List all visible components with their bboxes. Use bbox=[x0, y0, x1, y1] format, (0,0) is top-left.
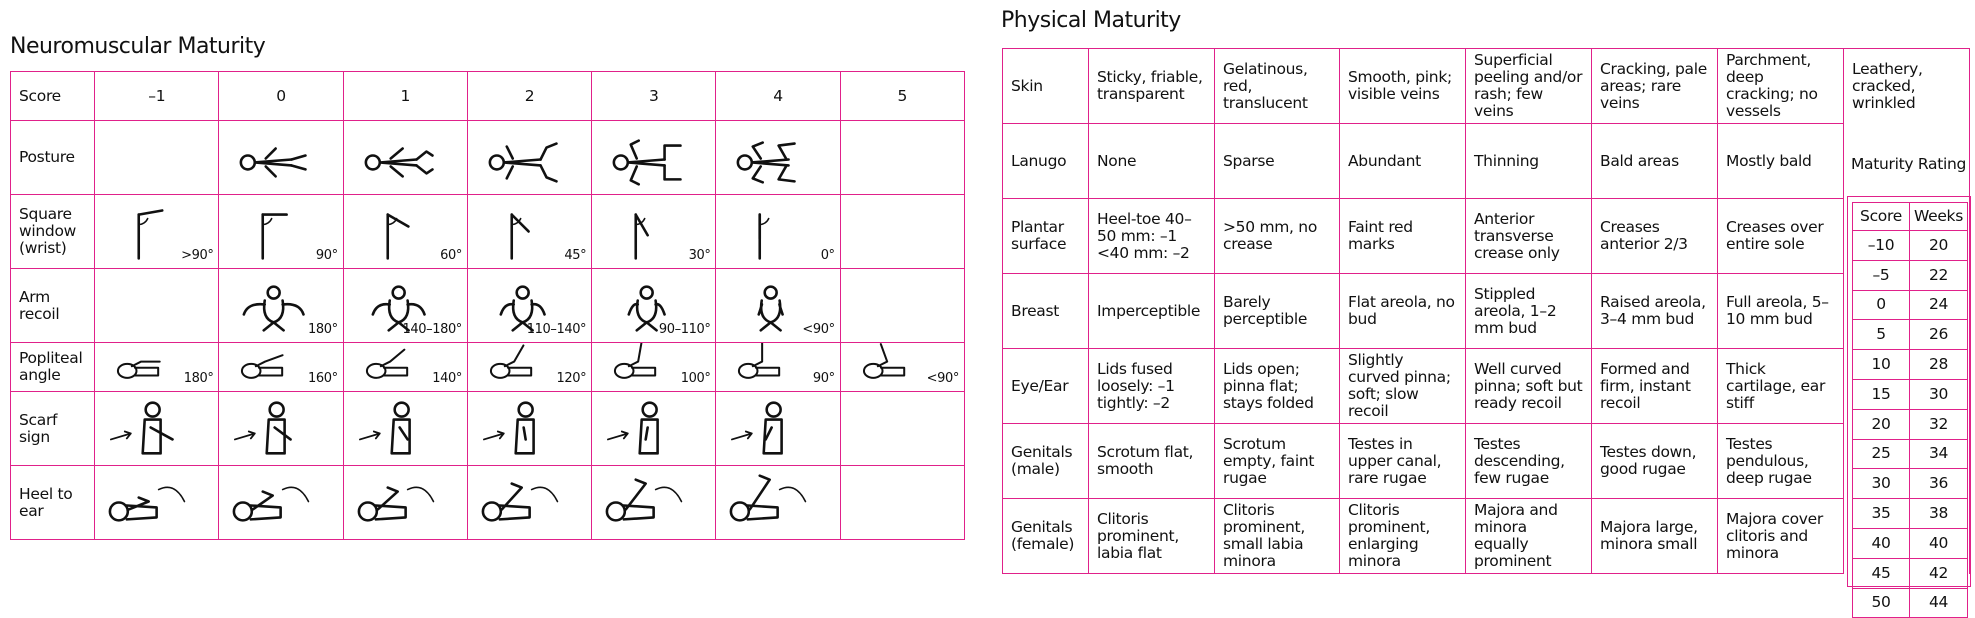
score-3: 1 bbox=[343, 72, 467, 121]
physical-cell: Full areola, 5–10 mm bud bbox=[1718, 274, 1844, 349]
rating-weeks: 36 bbox=[1910, 469, 1968, 499]
physical-cell: Majora large, minora small bbox=[1592, 499, 1718, 574]
physical-row bbox=[1003, 499, 1970, 574]
rating-weeks-header: Weeks bbox=[1910, 203, 1968, 231]
scarf-figure bbox=[716, 392, 839, 465]
figure-cell bbox=[592, 269, 716, 343]
figure-cell bbox=[467, 121, 591, 195]
figure-cell bbox=[840, 195, 964, 269]
maturity-rating-row bbox=[1853, 499, 1968, 529]
posture-figure bbox=[219, 121, 342, 194]
figure-cell bbox=[840, 269, 964, 343]
physical-cell: Majora cover clitoris and minora bbox=[1718, 499, 1844, 574]
maturity-rating-row bbox=[1853, 260, 1968, 290]
figure-cell bbox=[219, 269, 343, 343]
rating-weeks: 20 bbox=[1910, 231, 1968, 261]
physical-cell: Majora and minora equally prominent bbox=[1466, 499, 1592, 574]
angle-label: 110–140° bbox=[526, 322, 587, 337]
physical-cell: Lids fused loosely: –1 tightly: –2 bbox=[1089, 349, 1215, 424]
rating-weeks: 34 bbox=[1910, 439, 1968, 469]
physical-cell: Scrotum flat, smooth bbox=[1089, 424, 1215, 499]
score-4: 2 bbox=[467, 72, 591, 121]
rating-score: 35 bbox=[1853, 499, 1910, 529]
physical-criterion-label: Breast bbox=[1003, 274, 1089, 349]
rating-weeks: 42 bbox=[1910, 558, 1968, 588]
maturity-rating-row bbox=[1853, 350, 1968, 380]
angle-label: <90° bbox=[926, 371, 959, 386]
figure-cell bbox=[95, 121, 219, 195]
neuromuscular-row-window bbox=[11, 195, 965, 269]
rating-weeks: 40 bbox=[1910, 528, 1968, 558]
rating-weeks: 32 bbox=[1910, 409, 1968, 439]
rating-weeks: 28 bbox=[1910, 350, 1968, 380]
figure-cell bbox=[219, 343, 343, 392]
angle-label: 140–180° bbox=[402, 322, 462, 337]
figure-cell bbox=[716, 269, 840, 343]
physical-cell: Well curved pinna; soft but ready recoil bbox=[1466, 349, 1592, 424]
figure-cell bbox=[592, 466, 716, 540]
maturity-rating-row bbox=[1853, 469, 1968, 499]
figure-cell bbox=[343, 343, 467, 392]
physical-cell: Abundant bbox=[1340, 124, 1466, 199]
physical-cell: Thick cartilage, ear stiff bbox=[1718, 349, 1844, 424]
neuromuscular-row-posture bbox=[11, 121, 965, 195]
neuromuscular-title: Neuromuscular Maturity bbox=[10, 34, 266, 59]
rating-score: 25 bbox=[1853, 439, 1910, 469]
score-header: Score bbox=[11, 72, 95, 121]
physical-cell: Faint red marks bbox=[1340, 199, 1466, 274]
physical-cell: Flat areola, no bud bbox=[1340, 274, 1466, 349]
physical-cell: Bald areas bbox=[1592, 124, 1718, 199]
maturity-rating-row bbox=[1853, 439, 1968, 469]
physical-cell: Cracking, pale areas; rare veins bbox=[1592, 49, 1718, 124]
criterion-label: Heel to ear bbox=[11, 466, 95, 540]
angle-label: 45° bbox=[564, 248, 587, 263]
criterion-label: Square window (wrist) bbox=[11, 195, 95, 269]
physical-cell: Thinning bbox=[1466, 124, 1592, 199]
physical-cell: Mostly bald bbox=[1718, 124, 1844, 199]
score-7: 5 bbox=[840, 72, 964, 121]
physical-cell: Smooth, pink; visible veins bbox=[1340, 49, 1466, 124]
criterion-label: Popliteal angle bbox=[11, 343, 95, 392]
figure-cell bbox=[219, 195, 343, 269]
physical-cell: Sticky, friable, transparent bbox=[1089, 49, 1215, 124]
scarf-figure bbox=[468, 392, 591, 465]
rating-weeks: 24 bbox=[1910, 290, 1968, 320]
angle-label: 60° bbox=[440, 248, 462, 263]
rating-weeks: 26 bbox=[1910, 320, 1968, 350]
figure-cell bbox=[716, 392, 840, 466]
figure-cell bbox=[592, 195, 716, 269]
figure-cell bbox=[592, 121, 716, 195]
physical-cell: Barely perceptible bbox=[1215, 274, 1340, 349]
angle-label: >90° bbox=[181, 248, 214, 263]
figure-cell bbox=[343, 195, 467, 269]
figure-cell bbox=[343, 121, 467, 195]
maturity-rating-row bbox=[1853, 528, 1968, 558]
rating-score: 5 bbox=[1853, 320, 1910, 350]
figure-cell bbox=[95, 392, 219, 466]
figure-cell bbox=[840, 392, 964, 466]
maturity-rating-row bbox=[1853, 290, 1968, 320]
maturity-rating-title: Maturity Rating bbox=[1850, 155, 1967, 173]
rating-weeks: 38 bbox=[1910, 499, 1968, 529]
physical-cell: Parchment, deep cracking; no vessels bbox=[1718, 49, 1844, 124]
figure-cell bbox=[95, 343, 219, 392]
rating-score: 10 bbox=[1853, 350, 1910, 380]
physical-cell: Clitoris prominent, enlarging minora bbox=[1340, 499, 1466, 574]
score-2: 0 bbox=[219, 72, 343, 121]
physical-cell: Testes descending, few rugae bbox=[1466, 424, 1592, 499]
angle-label: 0° bbox=[820, 248, 835, 263]
posture-figure bbox=[716, 121, 839, 194]
figure-cell bbox=[716, 121, 840, 195]
physical-cell: Anterior transverse crease only bbox=[1466, 199, 1592, 274]
angle-label: 160° bbox=[307, 371, 338, 386]
figure-cell bbox=[467, 343, 591, 392]
physical-criterion-label: Genitals (female) bbox=[1003, 499, 1089, 574]
rating-score: –5 bbox=[1853, 260, 1910, 290]
figure-cell bbox=[95, 269, 219, 343]
figure-cell bbox=[343, 269, 467, 343]
figure-cell bbox=[467, 392, 591, 466]
physical-cell: Clitoris prominent, small labia minora bbox=[1215, 499, 1340, 574]
physical-row bbox=[1003, 124, 1970, 199]
heel-figure bbox=[219, 466, 342, 539]
figure-cell bbox=[343, 392, 467, 466]
scarf-figure bbox=[592, 392, 715, 465]
figure-cell bbox=[840, 466, 964, 540]
physical-cell: Creases anterior 2/3 bbox=[1592, 199, 1718, 274]
physical-cell: Scrotum empty, faint rugae bbox=[1215, 424, 1340, 499]
physical-cell: Gelatinous, red, translucent bbox=[1215, 49, 1340, 124]
rating-weeks: 30 bbox=[1910, 379, 1968, 409]
figure-cell bbox=[467, 195, 591, 269]
heel-figure bbox=[95, 466, 218, 539]
physical-criterion-label: Lanugo bbox=[1003, 124, 1089, 199]
angle-label: <90° bbox=[802, 322, 835, 337]
figure-cell bbox=[343, 466, 467, 540]
physical-cell: Imperceptible bbox=[1089, 274, 1215, 349]
maturity-rating-row bbox=[1853, 379, 1968, 409]
maturity-rating-row bbox=[1853, 320, 1968, 350]
rating-score: 50 bbox=[1853, 588, 1910, 618]
maturity-rating-header-row bbox=[1853, 203, 1968, 231]
physical-criterion-label: Plantar surface bbox=[1003, 199, 1089, 274]
scarf-figure bbox=[344, 392, 467, 465]
posture-figure bbox=[592, 121, 715, 194]
figure-cell bbox=[716, 195, 840, 269]
criterion-label: Arm recoil bbox=[11, 269, 95, 343]
maturity-rating-table bbox=[1852, 202, 1968, 618]
figure-cell bbox=[592, 343, 716, 392]
angle-label: 100° bbox=[680, 371, 711, 386]
physical-row bbox=[1003, 349, 1970, 424]
score-6: 4 bbox=[716, 72, 840, 121]
angle-label: 180° bbox=[307, 322, 338, 337]
posture-figure bbox=[468, 121, 591, 194]
rating-score: 15 bbox=[1853, 379, 1910, 409]
physical-row bbox=[1003, 49, 1970, 124]
neuromuscular-row-popliteal bbox=[11, 343, 965, 392]
rating-score: 30 bbox=[1853, 469, 1910, 499]
physical-cell: Formed and firm, instant recoil bbox=[1592, 349, 1718, 424]
physical-cell: >50 mm, no crease bbox=[1215, 199, 1340, 274]
rating-score-header: Score bbox=[1853, 203, 1910, 231]
physical-row bbox=[1003, 424, 1970, 499]
angle-label: 30° bbox=[688, 248, 711, 263]
maturity-rating-row bbox=[1853, 588, 1968, 618]
angle-label: 180° bbox=[183, 371, 214, 386]
physical-criterion-label: Skin bbox=[1003, 49, 1089, 124]
rating-score: 0 bbox=[1853, 290, 1910, 320]
rating-score: –10 bbox=[1853, 231, 1910, 261]
physical-cell: Creases over entire sole bbox=[1718, 199, 1844, 274]
figure-cell bbox=[95, 466, 219, 540]
figure-cell bbox=[840, 121, 964, 195]
neuromuscular-row-heel bbox=[11, 466, 965, 540]
rating-weeks: 44 bbox=[1910, 588, 1968, 618]
neuromuscular-table bbox=[10, 71, 965, 540]
physical-cell: Superficial peeling and/or rash; few veins bbox=[1466, 49, 1592, 124]
physical-cell: Leathery, cracked, wrinkled bbox=[1844, 49, 1970, 124]
physical-criterion-label: Eye/Ear bbox=[1003, 349, 1089, 424]
physical-table bbox=[1002, 48, 1970, 574]
physical-cell: Sparse bbox=[1215, 124, 1340, 199]
heel-figure bbox=[468, 466, 591, 539]
figure-cell bbox=[95, 195, 219, 269]
physical-cell: Slightly curved pinna; soft; slow recoil bbox=[1340, 349, 1466, 424]
angle-label: 140° bbox=[432, 371, 462, 386]
posture-figure bbox=[344, 121, 467, 194]
scarf-figure bbox=[219, 392, 342, 465]
physical-cell: Raised areola, 3–4 mm bud bbox=[1592, 274, 1718, 349]
figure-cell bbox=[840, 343, 964, 392]
figure-cell bbox=[716, 466, 840, 540]
heel-figure bbox=[716, 466, 839, 539]
physical-row bbox=[1003, 199, 1970, 274]
figure-cell bbox=[716, 343, 840, 392]
physical-cell: Testes pendulous, deep rugae bbox=[1718, 424, 1844, 499]
neuromuscular-row-scarf bbox=[11, 392, 965, 466]
maturity-rating-row bbox=[1853, 409, 1968, 439]
figure-cell bbox=[219, 121, 343, 195]
score-5: 3 bbox=[592, 72, 716, 121]
angle-label: 120° bbox=[556, 371, 587, 386]
scarf-figure bbox=[95, 392, 218, 465]
neuromuscular-header-row bbox=[11, 72, 965, 121]
rating-score: 40 bbox=[1853, 528, 1910, 558]
rating-score: 20 bbox=[1853, 409, 1910, 439]
figure-cell bbox=[467, 466, 591, 540]
heel-figure bbox=[592, 466, 715, 539]
physical-criterion-label: Genitals (male) bbox=[1003, 424, 1089, 499]
figure-cell bbox=[219, 392, 343, 466]
physical-title: Physical Maturity bbox=[1001, 8, 1181, 33]
score-1: –1 bbox=[95, 72, 219, 121]
physical-cell: Clitoris prominent, labia flat bbox=[1089, 499, 1215, 574]
angle-label: 90–110° bbox=[658, 322, 711, 337]
angle-label: 90° bbox=[315, 248, 338, 263]
physical-cell: Testes in upper canal, rare rugae bbox=[1340, 424, 1466, 499]
physical-cell: None bbox=[1089, 124, 1215, 199]
physical-cell: Heel-toe 40–50 mm: –1 <40 mm: –2 bbox=[1089, 199, 1215, 274]
heel-figure bbox=[344, 466, 467, 539]
maturity-rating-row bbox=[1853, 231, 1968, 261]
figure-cell bbox=[219, 466, 343, 540]
maturity-rating-row bbox=[1853, 558, 1968, 588]
physical-cell: Testes down, good rugae bbox=[1592, 424, 1718, 499]
physical-cell: Stippled areola, 1–2 mm bud bbox=[1466, 274, 1592, 349]
rating-score: 45 bbox=[1853, 558, 1910, 588]
criterion-label: Scarf sign bbox=[11, 392, 95, 466]
neuromuscular-row-arm bbox=[11, 269, 965, 343]
criterion-label: Posture bbox=[11, 121, 95, 195]
figure-cell bbox=[467, 269, 591, 343]
rating-weeks: 22 bbox=[1910, 260, 1968, 290]
physical-row bbox=[1003, 274, 1970, 349]
angle-label: 90° bbox=[812, 371, 835, 386]
figure-cell bbox=[592, 392, 716, 466]
physical-cell: Lids open; pinna flat; stays folded bbox=[1215, 349, 1340, 424]
